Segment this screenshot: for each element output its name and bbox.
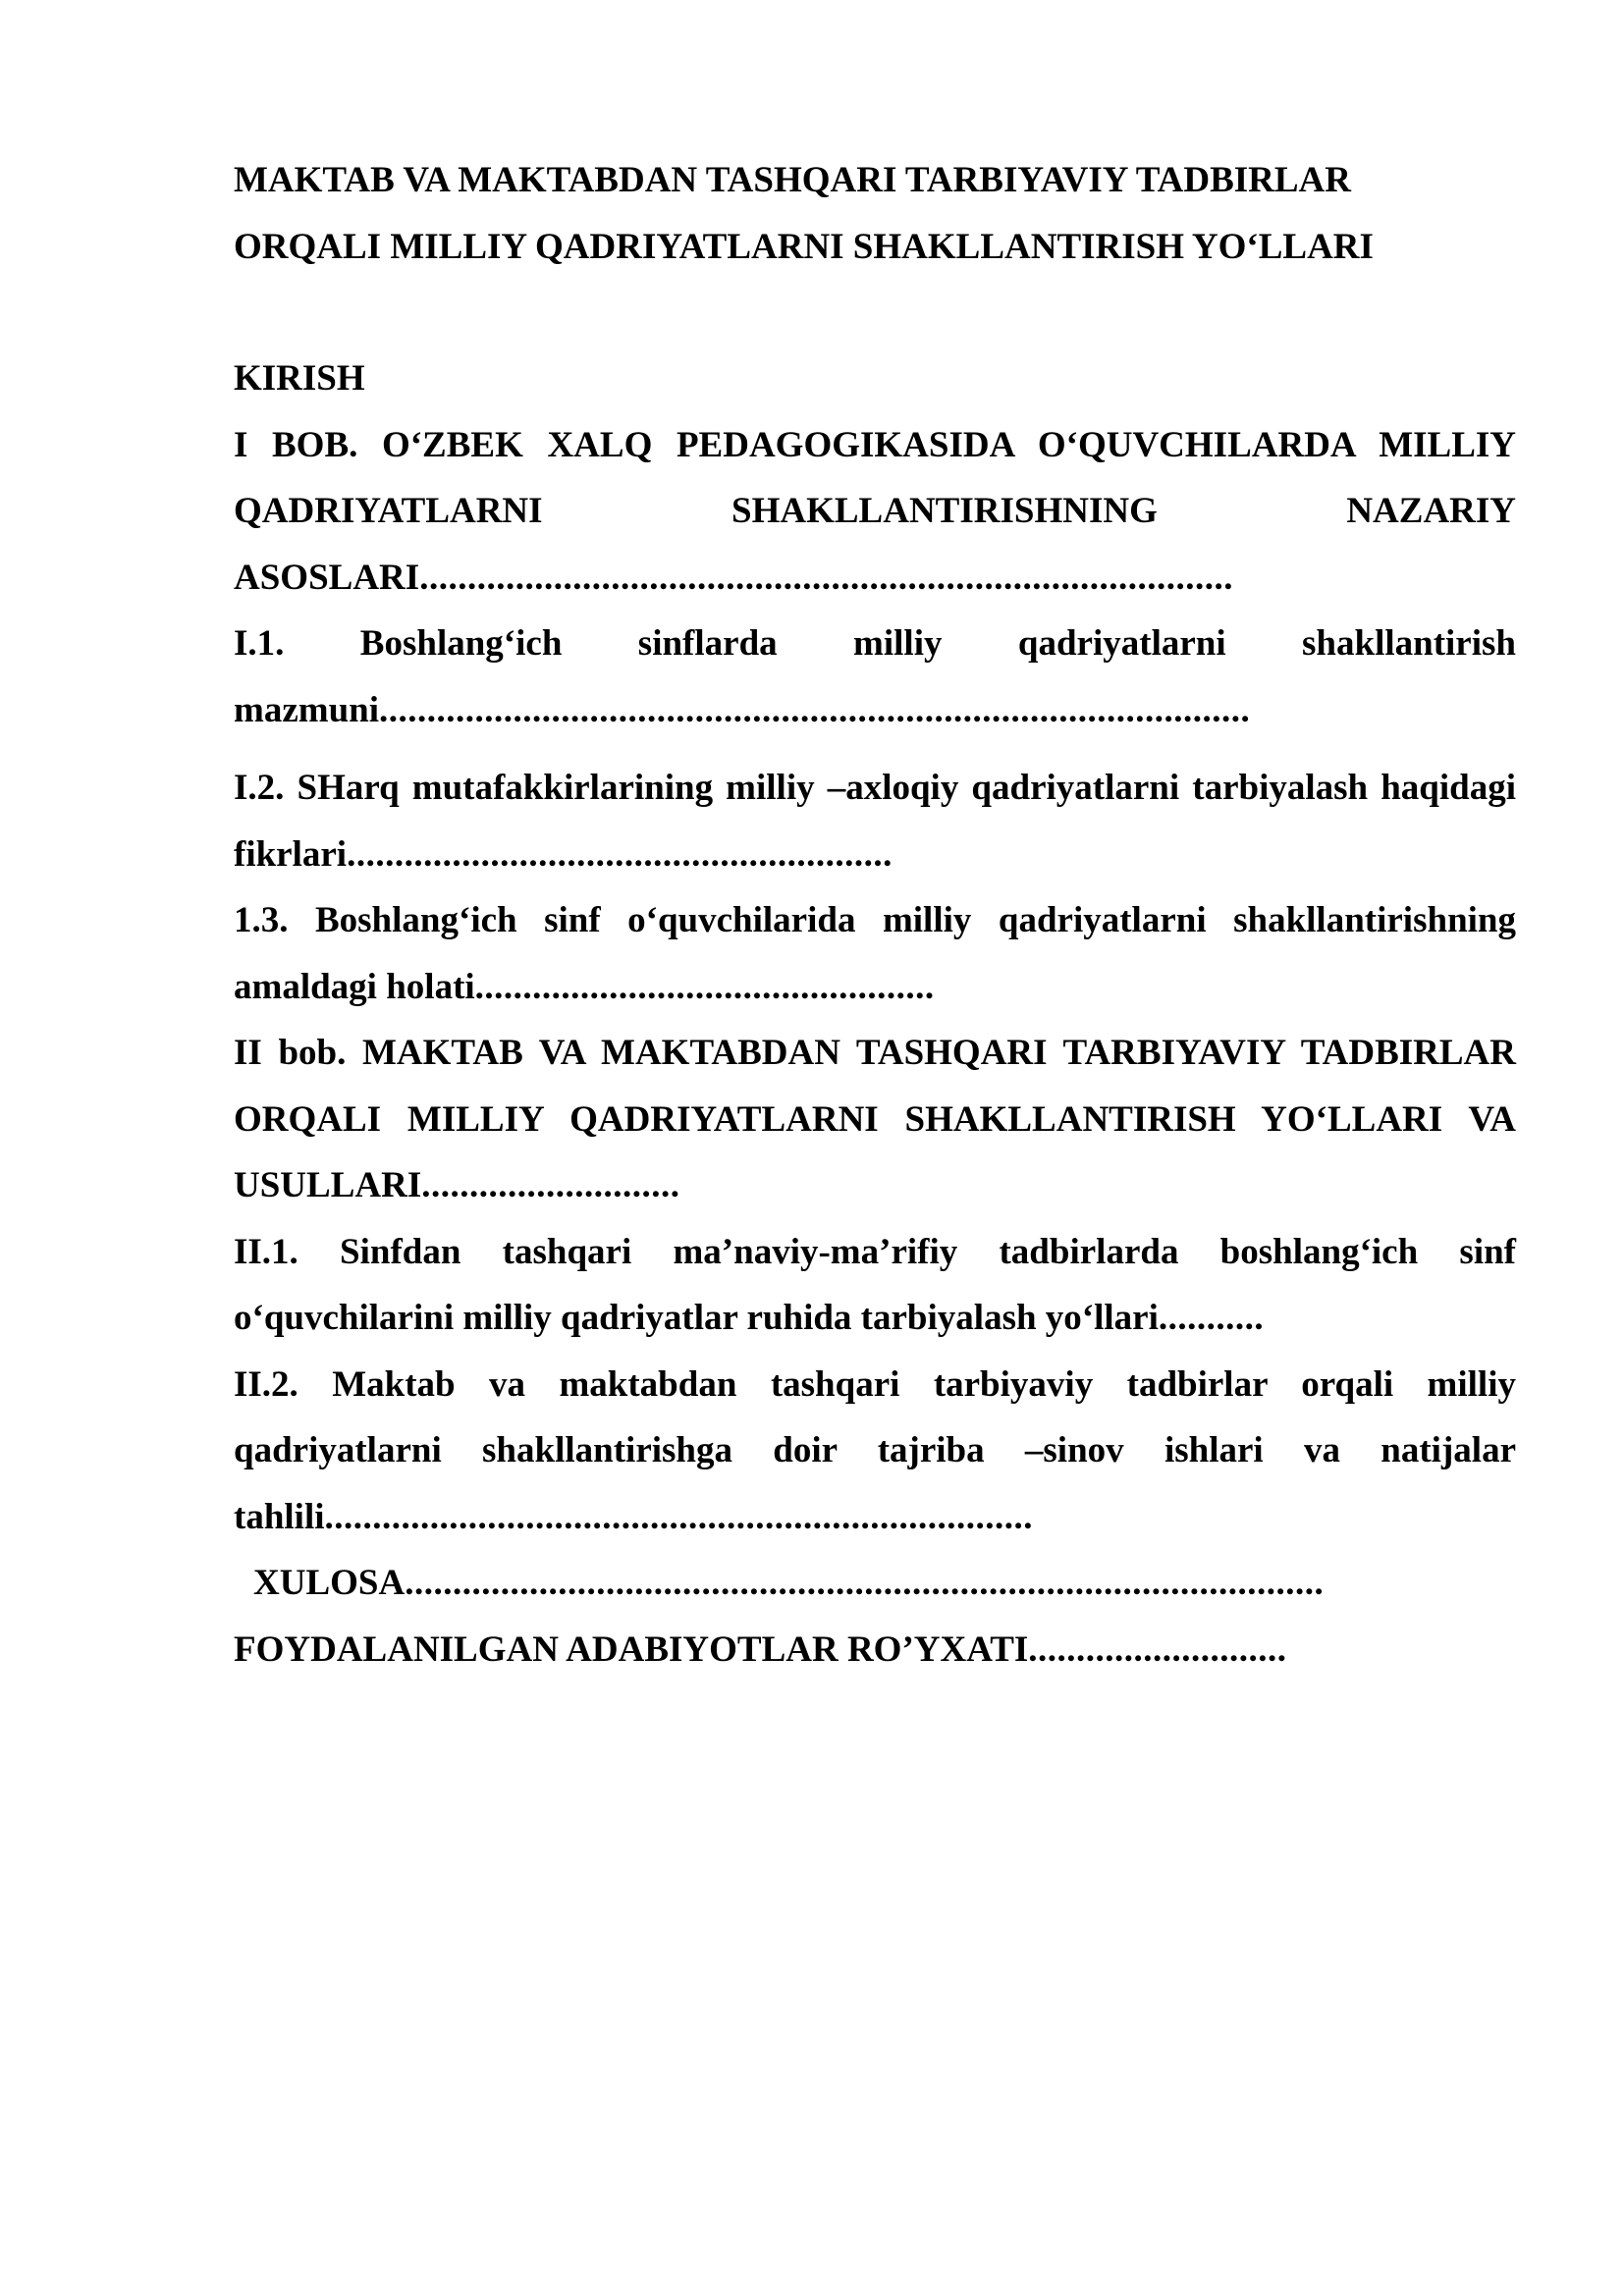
toc-entry-kirish [234, 346, 1516, 412]
toc-entry-dots: ........... [1158, 1298, 1265, 1338]
table-of-contents [234, 346, 1516, 1682]
toc-entry-text: KIRISH [234, 358, 365, 399]
toc-entry-text: 1.3. Boshlang‘ich sinf o‘quvchilarida milliy qadriyatlarni shakllantirishning amaldagi holati [234, 900, 1516, 1007]
toc-entry-dots: ................................................................................................ [405, 1563, 1325, 1603]
toc-entry-dots: .......................................................................... [324, 1496, 1034, 1537]
title-line-1: MAKTAB VA MAKTABDAN TASHQARI TARBIYAVIY TADBIRLAR [234, 160, 1351, 200]
toc-entry-chapter-1 [234, 412, 1516, 612]
toc-entry-dots: ................................................ [474, 966, 935, 1007]
toc-entry-text: II.2. Maktab va maktabdan tashqari tarbiyaviy tadbirlar orqali milliy qadriyatlarni shakllantirishga doir tajriba –sinov ishlari va natijalar tahlili [234, 1363, 1516, 1537]
toc-entry-section-2-2 [234, 1352, 1516, 1551]
toc-entry-chapter-2 [234, 1020, 1516, 1219]
toc-entry-dots: ......................................................... [347, 833, 893, 875]
toc-entry-text: XULOSA [253, 1563, 406, 1603]
toc-entry-text: I.2. SHarq mutafakkirlarining milliy –axloqiy qadriyatlarni tarbiyalash haqidagi fikrlari [234, 768, 1516, 875]
toc-entry-text: I BOB. O‘ZBEK XALQ PEDAGOGIKASIDA O‘QUVCHILARDA MILLIY QADRIYATLARNI SHAKLLANTIRISHNING NAZARIY ASOSLARI [234, 424, 1516, 598]
toc-entry-section-2-1 [234, 1219, 1516, 1352]
toc-entry-xulosa [234, 1550, 1516, 1617]
toc-entry-section-1-3 [234, 887, 1516, 1020]
toc-entry-section-1-1 [234, 611, 1516, 743]
toc-entry-text: II bob. MAKTAB VA MAKTABDAN TASHQARI TARBIYAVIY TADBIRLAR ORQALI MILLIY QADRIYATLARNI SHAKLLANTIRISH YO‘LLARI VA USULLARI [234, 1033, 1516, 1205]
title-line-2: ORQALI MILLIY QADRIYATLARNI SHAKLLANTIRISH YO‘LLARI [234, 226, 1374, 267]
toc-entry-section-1-2 [234, 755, 1516, 887]
toc-entry-dots: ........................................................................................... [379, 689, 1251, 730]
toc-entry-text: FOYDALANILGAN ADABIYOTLAR RO’YXATI [234, 1629, 1029, 1670]
toc-entry-dots: ........................... [1028, 1629, 1287, 1670]
toc-entry-text: II.1. Sinfdan tashqari ma’naviy-ma’rifiy tadbirlarda boshlang‘ich sinf o‘quvchilarini milliy qadriyatlar ruhida tarbiyalash yo‘llari [234, 1231, 1516, 1338]
toc-entry-text: I.1. Boshlang‘ich sinflarda milliy qadriyatlarni shakllantirish mazmuni [234, 623, 1516, 730]
document-title [234, 147, 1516, 280]
toc-entry-dots: ........................... [421, 1165, 680, 1205]
document-body [234, 147, 1516, 1682]
toc-entry-references [234, 1617, 1516, 1683]
toc-entry-dots: ..................................................................................... [419, 557, 1233, 598]
